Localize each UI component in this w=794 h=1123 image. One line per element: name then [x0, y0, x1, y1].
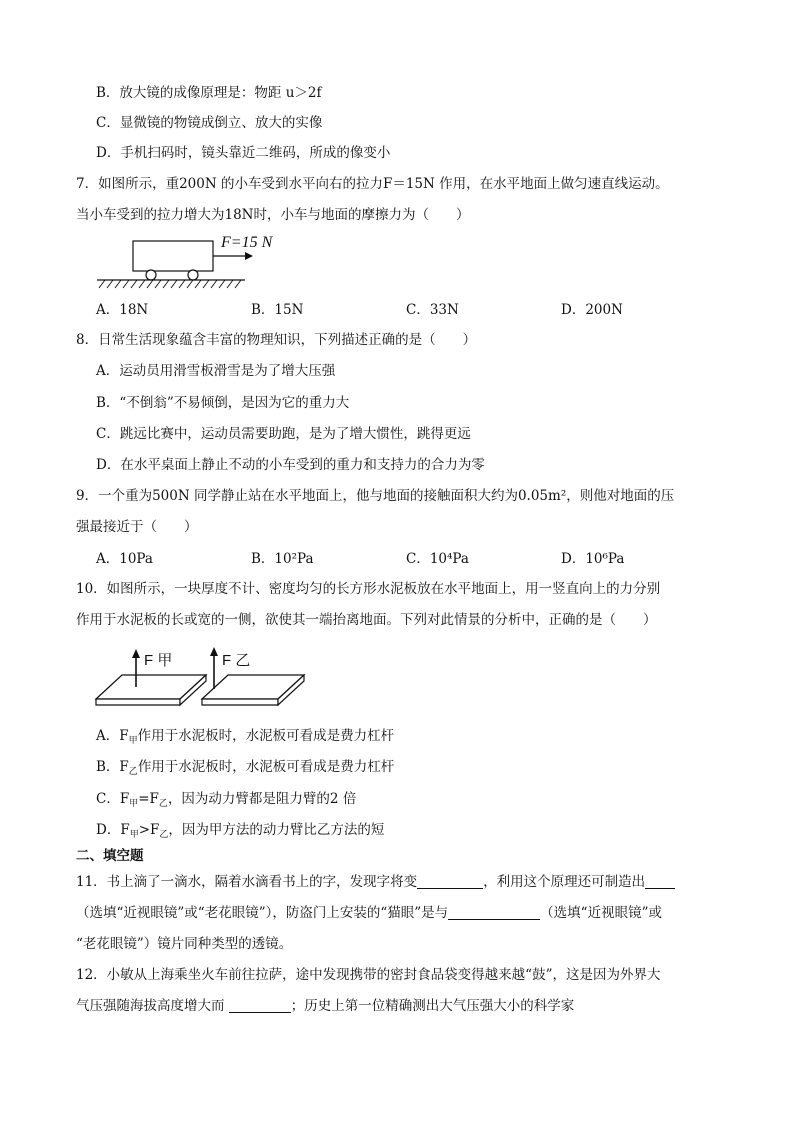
q6-option-d: D．手机扫码时，镜头靠近二维码，所成的像变小	[96, 145, 391, 161]
q10-option-d-sub2: 乙	[159, 830, 169, 840]
q10-stem-line2: 作用于水泥板的长或宽的一侧，欲使其一端抬离地面。下列对此情景的分析中，正确的是（ ）	[76, 612, 657, 628]
q10-option-b	[96, 758, 394, 781]
q11-line3: “老花眼镜”）镜片同种类型的透镜。	[76, 936, 293, 952]
q8-option-b: B．“不倒翁”不易倾倒，是因为它的重力大	[96, 395, 350, 411]
q11-line2-a: （选填“近视眼镜”或“老花眼镜”），防盗门上安装的“猫眼”是与	[76, 905, 449, 921]
q9-option-d: D．10⁶Pa	[561, 551, 625, 567]
q10-option-c-sub2: 乙	[158, 799, 168, 809]
force-label: F=15 N	[221, 234, 273, 251]
q10-option-a-f: F	[119, 728, 129, 744]
q10-option-b-prefix: B．	[96, 759, 120, 775]
force-jia-label: F 甲	[144, 652, 173, 669]
q9-option-c: C．10⁴Pa	[406, 551, 469, 567]
cart-figure	[95, 230, 285, 292]
cart-body	[133, 241, 213, 271]
q10-option-d-sub1: 甲	[129, 830, 139, 840]
cart-wheel-right	[188, 270, 198, 280]
q8-option-d: D．在水平桌面上静止不动的小车受到的重力和支持力的合力为零	[96, 457, 485, 473]
q7-options	[96, 301, 716, 319]
q10-option-c-eq: =	[138, 791, 150, 807]
cart-wheel-left	[146, 270, 156, 280]
slab-figure	[92, 645, 308, 711]
section-heading-fill-blank: 二、填空题	[76, 848, 144, 864]
q11-line2-b: （选填“近视眼镜”或	[540, 905, 662, 921]
q8-option-a: A．运动员用滑雪板滑雪是为了增大压强	[96, 363, 336, 379]
q8-stem: 8．日常生活现象蕴含丰富的物理知识，下列描述正确的是（ ）	[76, 332, 477, 348]
q10-option-d	[96, 821, 384, 844]
q10-option-c	[96, 790, 356, 813]
q10-option-a	[96, 727, 394, 750]
q10-option-d-gt: >	[138, 822, 151, 838]
q10-option-c-prefix: C．	[96, 791, 120, 807]
q9-stem-line2: 强最接近于（ ）	[76, 519, 198, 535]
slab-right	[202, 675, 304, 705]
q10-option-c-sub1: 甲	[129, 799, 139, 809]
force-yi-label: F 乙	[222, 652, 251, 669]
q12-line2-b: ；历史上第一位精确测出大气压强大小的科学家	[290, 998, 575, 1014]
q10-option-a-sub: 甲	[128, 736, 138, 746]
q11-line1-a: 11．书上滴了一滴水，隔着水滴看书上的字，发现字将变	[76, 874, 418, 890]
q10-option-d-prefix: D．	[96, 822, 121, 838]
q11-blank-3[interactable]	[448, 905, 540, 920]
force-arrow-head	[245, 252, 253, 260]
q11-line1	[76, 873, 675, 891]
q6-option-c: C．显微镜的物镜成倒立、放大的实像	[96, 115, 323, 131]
force-jia-arrow-head	[132, 649, 140, 658]
q12-line2	[76, 997, 574, 1015]
q9-stem-line1: 9．一个重为500N 同学静止站在水平地面上，他与地面的接触面积大约为0.05m²，则他对地面的压	[76, 488, 675, 504]
q11-line2	[76, 904, 662, 922]
q7-option-a: A．18N	[96, 302, 149, 318]
q11-blank-2[interactable]	[645, 874, 675, 889]
ground-hatching	[99, 280, 241, 288]
q12-line1: 12．小敏从上海乘坐火车前往拉萨，途中发现携带的密封食品袋变得越来越“鼓”，这是因为外界大	[76, 967, 661, 983]
q9-options	[96, 550, 716, 568]
q6-option-b: B．放大镜的成像原理是：物距 u＞2f	[96, 85, 322, 101]
q7-option-c: C．33N	[406, 302, 459, 318]
q10-option-a-prefix: A．	[96, 728, 120, 744]
q7-option-b: B．15N	[251, 302, 304, 318]
q10-option-d-f2: F	[150, 822, 160, 838]
q10-option-d-text: ，因为甲方法的动力臂比乙方法的短	[168, 822, 385, 838]
q11-blank-1[interactable]	[417, 874, 483, 889]
force-yi-arrow-head	[210, 647, 218, 656]
slab-left	[96, 675, 206, 705]
q10-option-a-text: 作用于水泥板时，水泥板可看成是费力杠杆	[137, 728, 395, 744]
q10-stem-line1: 10．如图所示，一块厚度不计、密度均匀的长方形水泥板放在水平地面上，用一竖直向上的力分别	[76, 581, 661, 597]
q10-option-b-f: F	[119, 759, 129, 775]
q8-option-c: C．跳远比赛中，运动员需要助跑，是为了增大惯性，跳得更远	[96, 426, 471, 442]
q10-option-b-sub: 乙	[128, 767, 138, 777]
q9-option-a: A．10Pa	[96, 551, 153, 567]
q10-option-b-text: 作用于水泥板时，水泥板可看成是费力杠杆	[137, 759, 395, 775]
q12-line2-a: 气压强随海拔高度增大而	[76, 998, 225, 1014]
q10-option-d-f1: F	[120, 822, 130, 838]
q9-option-b: B．10²Pa	[251, 551, 314, 567]
q10-option-c-f1: F	[119, 791, 130, 807]
q10-option-c-text: ，因为动力臂都是阻力臂的2 倍	[167, 791, 357, 807]
q7-stem-line2: 当小车受到的拉力增大为18N时，小车与地面的摩擦力为（ ）	[76, 207, 470, 223]
q7-option-d: D．200N	[561, 302, 623, 318]
q11-line1-b: ，利用这个原理还可制造出	[483, 874, 646, 890]
q12-blank-1[interactable]	[229, 998, 291, 1013]
q7-stem-line1: 7．如图所示，重200N 的小车受到水平向右的拉力F＝15N 作用，在水平地面上做匀速直线运动。	[76, 176, 669, 192]
q10-option-c-f2: F	[149, 791, 159, 807]
